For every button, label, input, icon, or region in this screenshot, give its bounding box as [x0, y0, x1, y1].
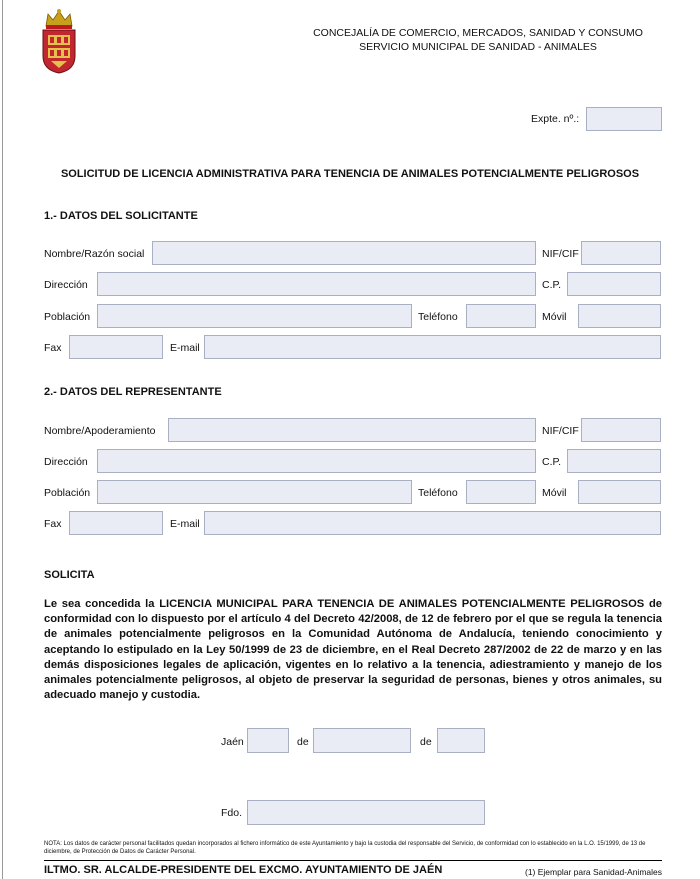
representante-town-field[interactable] [97, 480, 412, 504]
solicitante-email-label: E-mail [170, 342, 200, 354]
solicita-heading: SOLICITA [44, 569, 95, 581]
solicitante-fax-label: Fax [44, 342, 62, 354]
solicitante-nif-label: NIF/CIF [542, 248, 579, 260]
page-left-edge [2, 0, 3, 879]
representante-nif-label: NIF/CIF [542, 425, 579, 437]
solicitante-name-label: Nombre/Razón social [44, 248, 145, 260]
representante-phone-label: Teléfono [418, 487, 458, 499]
representante-phone-field[interactable] [466, 480, 536, 504]
footer-divider [44, 860, 662, 861]
representante-cp-label: C.P. [542, 456, 562, 468]
date-day-field[interactable] [247, 728, 289, 753]
footer-addressee: ILTMO. SR. ALCALDE-PRESIDENTE DEL EXCMO. AYUNTAMIENTO DE JAÉN [44, 864, 443, 876]
privacy-note: NOTA: Los datos de carácter personal facilitados quedan incorporados al fichero informático de este Ayuntamiento y bajo la custodia del responsable del Servicio, de conformidad con lo establecido en la L.O. 15/1999, de 13 de diciembre, de Protección de Datos de Carácter Personal. [44, 841, 646, 855]
footer-copy-note: (1) Ejemplar para Sanidad-Animales [524, 867, 662, 877]
solicitante-nif-field[interactable] [581, 241, 661, 265]
representante-fax-field[interactable] [69, 511, 163, 535]
solicitante-cp-field[interactable] [567, 272, 661, 296]
representante-email-label: E-mail [170, 518, 200, 530]
representante-name-field[interactable] [168, 418, 536, 442]
solicitante-email-field[interactable] [204, 335, 661, 359]
solicita-text: Le sea concedida la LICENCIA MUNICIPAL PARA TENENCIA DE ANIMALES POTENCIALMENTE PELIGROSOS de conformidad con lo dispuesto por el artículo 4 del Decreto 42/2008, de 12 de febrero por el que se regula la tenencia de animales potencialmente peligrosos en la Comunidad Autónoma de Andalucía, teniendo conocimiento y aceptando lo estipulado en la Ley 50/1999 de 23 de diciembre, en el Real Decreto 287/2002 de 22 de marzo y en las demás disposiciones legales de aplicación, vigentes en lo relativo a la tenencia, adiestramiento y manejo de los animales potencialmente peligrosos, al objeto de preservar la seguridad de personas, bienes y otros animales, su adecuado manejo y custodia. [44, 598, 662, 702]
solicitante-town-label: Población [44, 311, 91, 323]
date-de2-label: de [420, 736, 432, 748]
coat-of-arms-logo [40, 8, 78, 74]
signature-label: Fdo. [221, 807, 243, 819]
representante-nif-field[interactable] [581, 418, 661, 442]
representante-cp-field[interactable] [567, 449, 661, 473]
solicitante-address-field[interactable] [97, 272, 536, 296]
date-de1-label: de [297, 736, 309, 748]
solicitante-phone-field[interactable] [466, 304, 536, 328]
solicitante-cp-label: C.P. [542, 279, 562, 291]
solicitante-mobile-field[interactable] [578, 304, 661, 328]
representante-address-label: Dirección [44, 456, 88, 468]
solicitante-fax-field[interactable] [69, 335, 163, 359]
section-solicitante-heading: 1.- DATOS DEL SOLICITANTE [44, 210, 198, 222]
header-department: CONCEJALÍA DE COMERCIO, MERCADOS, SANIDAD Y CONSUMO [313, 27, 643, 39]
signature-field[interactable] [247, 800, 485, 825]
date-city-label: Jaén [221, 736, 244, 748]
solicitante-town-field[interactable] [97, 304, 412, 328]
form-title: SOLICITUD DE LICENCIA ADMINISTRATIVA PARA TENENCIA DE ANIMALES POTENCIALMENTE PELIGROSOS [60, 168, 640, 180]
date-year-field[interactable] [437, 728, 485, 753]
header-service: SERVICIO MUNICIPAL DE SANIDAD - ANIMALES [359, 41, 597, 53]
solicitante-phone-label: Teléfono [418, 311, 458, 323]
expte-field[interactable] [586, 107, 662, 131]
solicitante-name-field[interactable] [152, 241, 536, 265]
solicitante-address-label: Dirección [44, 279, 88, 291]
representante-email-field[interactable] [204, 511, 661, 535]
solicitante-mobile-label: Móvil [542, 311, 567, 323]
representante-town-label: Población [44, 487, 91, 499]
representante-mobile-field[interactable] [578, 480, 661, 504]
representante-address-field[interactable] [97, 449, 536, 473]
representante-mobile-label: Móvil [542, 487, 567, 499]
section-representante-heading: 2.- DATOS DEL REPRESENTANTE [44, 386, 222, 398]
date-month-field[interactable] [313, 728, 411, 753]
representante-fax-label: Fax [44, 518, 62, 530]
representante-name-label: Nombre/Apoderamiento [44, 425, 156, 437]
expte-label: Expte. nº.: [531, 113, 580, 125]
